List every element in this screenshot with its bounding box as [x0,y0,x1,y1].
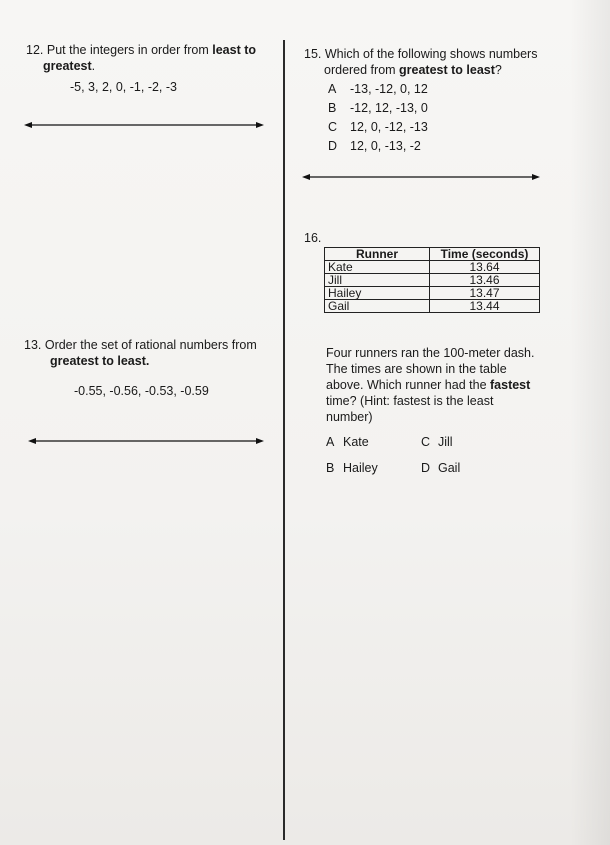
runner-time: 13.44 [430,300,540,313]
header-time: Time (seconds) [430,248,540,261]
runner-name: Hailey [325,287,430,300]
runner-times-table [324,247,540,313]
q15-choice-d[interactable] [328,139,421,153]
q12-prompt [26,42,276,74]
runner-name: Jill [325,274,430,287]
q13-line1: 13. Order the set of rational numbers from [24,338,257,352]
q15-number-line[interactable] [302,172,540,182]
runner-name: Kate [325,261,430,274]
table-row [325,274,540,287]
q15-line1: 15. Which of the following shows numbers [304,47,538,61]
choice-text: 12, 0, -13, -2 [350,139,421,153]
choice-letter: A [328,82,337,96]
choice-text: -12, 12, -13, 0 [350,101,428,115]
choice-text: 12, 0, -12, -13 [350,120,428,134]
table-row [325,300,540,313]
answer-letter: A [326,435,335,449]
column-divider [283,40,285,840]
answer-letter: D [421,461,431,475]
q15-line2-bold: greatest to least [399,63,495,77]
q15-choice-a[interactable] [328,82,428,96]
q16-prompt [326,345,541,425]
runner-time: 13.64 [430,261,540,274]
q12-text: Put the integers in order from [46,43,213,57]
answer-letter: C [421,435,431,449]
q13-bold: greatest to least. [50,354,150,368]
answer-text: Gail [438,461,461,475]
runner-time: 13.46 [430,274,540,287]
answer-text: Kate [343,435,369,449]
choice-letter: B [328,101,337,115]
q16-text-after: time? (Hint: fastest is the least number) [326,394,494,424]
q16-number: 16. [304,231,322,245]
answer-text: Hailey [343,461,378,475]
q16-answer-d[interactable] [421,461,460,475]
q15-line2 [304,63,502,77]
choice-letter: D [328,139,338,153]
q15-line2-after: ? [494,63,502,77]
runner-time: 13.47 [430,287,540,300]
page-shadow [570,0,610,845]
choice-text: -13, -12, 0, 12 [350,82,428,96]
q16-answer-c[interactable] [421,435,453,449]
q12-number: 12. [26,43,44,57]
q15-choice-c[interactable] [328,120,428,134]
q16-text-before: Four runners ran the 100-meter dash. The times are shown in the table above. Which runner had the [326,346,535,392]
answer-text: Jill [438,435,453,449]
q15-prompt [304,46,584,78]
answer-letter: B [326,461,335,475]
q12-number-line[interactable] [24,120,264,130]
q13-number-line[interactable] [28,436,264,446]
q15-line2-text: ordered from [324,63,400,77]
q13-decimal-list: -0.55, -0.56, -0.53, -0.59 [74,384,209,398]
q12-bold-2: greatest [43,59,92,73]
q16-text-bold: fastest [490,378,531,392]
q12-after: . [91,59,96,73]
table-row [325,287,540,300]
q12-integer-list: -5, 3, 2, 0, -1, -2, -3 [70,80,177,94]
q13-prompt [24,337,274,369]
q16-answer-b[interactable] [326,461,378,475]
header-runner: Runner [325,248,430,261]
q12-bold-1: least to [212,43,256,57]
q16-answer-a[interactable] [326,435,369,449]
q15-choice-b[interactable] [328,101,428,115]
runner-name: Gail [325,300,430,313]
table-header-row [325,248,540,261]
table-row [325,261,540,274]
choice-letter: C [328,120,338,134]
